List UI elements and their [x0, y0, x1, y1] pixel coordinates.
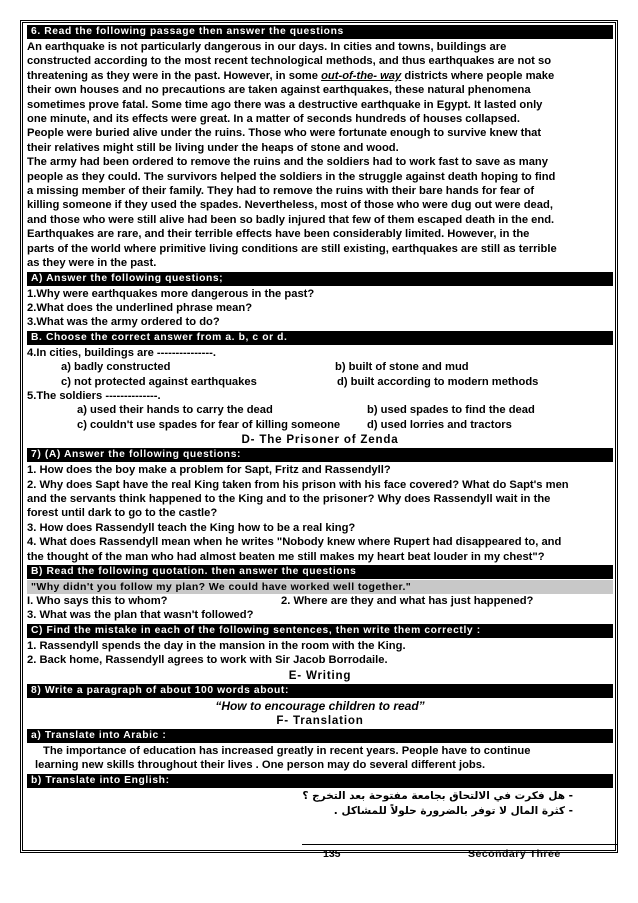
passage-line: Earthquakes are rare, and their terrible effects have been considerably limited. However, in the	[27, 228, 530, 241]
choice-row	[27, 418, 613, 432]
page-footer	[20, 847, 618, 861]
passage-line: their relatives might still be living under the heaps of stone and wood.	[27, 141, 399, 154]
passage-line	[27, 69, 613, 83]
page-number: 135	[323, 848, 341, 860]
passage-line: sometimes prove fatal. Some time ago there was a destructive earthquake in Egypt. It lasted only	[27, 98, 543, 111]
choice: c) couldn't use spades for fear of killing someone	[77, 418, 341, 431]
passage-line: parts of the world where primitive living conditions are still existing, earthquakes are still as terrible	[27, 242, 557, 255]
question: 2. Where are they and what has just happened?	[281, 595, 534, 607]
passage-line: People were buried alive under the ruins. Those who were fortunate enough to survive knew that	[27, 127, 542, 140]
section-f-title: F- Translation	[276, 714, 364, 728]
question: 3. What was the plan that wasn't followed?	[27, 609, 254, 622]
translate-english-header: b) Translate into English:	[27, 774, 613, 788]
question: 2. Why does Sapt have the real King taken from his prison with his face covered? What do Sapt's men	[27, 478, 569, 491]
choice: a) used their hands to carry the dead	[77, 404, 273, 417]
translate-arabic-header: a) Translate into Arabic :	[27, 729, 613, 743]
section-6-header: 6. Read the following passage then answer the questions	[27, 25, 613, 39]
choice: a) badly constructed	[61, 361, 171, 374]
section-e-title: E- Writing	[288, 668, 352, 682]
passage-line: people as they could. The survivors helped the soldiers in the struggle against death hoping to find	[27, 170, 556, 183]
choice-row	[27, 403, 613, 417]
question-row	[27, 594, 613, 608]
footer-label: Secondary Three	[468, 848, 561, 860]
passage-line: and those who were still alive had been so badly injured that few of them escaped death in the end.	[27, 213, 555, 226]
passage-text: threatening as they were in the past. However, in some	[27, 69, 322, 82]
translation-text: The importance of education has increased greatly in recent years. People have to continue	[43, 745, 531, 758]
question: 1.Why were earthquakes more dangerous in the past?	[27, 287, 315, 300]
passage-text: districts where people make	[401, 69, 555, 82]
choice: b) built of stone and mud	[335, 361, 469, 374]
question: 4. What does Rassendyll mean when he writes "Nobody knew where Rupert had disappeared to, and	[27, 536, 562, 549]
question: I. Who says this to whom?	[27, 595, 168, 607]
question: 3. How does Rassendyll teach the King how to be a real king?	[27, 521, 356, 534]
sentence: 2. Back home, Rassendyll agrees to work with Sir Jacob Borrodaile.	[27, 654, 388, 667]
part-8-header: 8) Write a paragraph of about 100 words about:	[27, 684, 613, 698]
passage-line: a missing member of their family. They had to remove the ruins with their bare hands for fear of	[27, 185, 535, 198]
arabic-sentence: - هل فكرت في الالتحاق بجامعة مفتوحة بعد التخرج ؟	[302, 789, 573, 802]
question: 4.In cities, buildings are ---------------.	[27, 346, 216, 359]
passage-line: An earthquake is not particularly dangerous in our days. In cities and towns, buildings are	[27, 41, 507, 53]
part-7-header: 7) (A) Answer the following questions:	[27, 448, 613, 462]
section-d-title: D- The Prisoner of Zenda	[241, 433, 399, 447]
question: the thought of the man who had almost beaten me still makes my heart beat louder in my chest"?	[27, 550, 545, 563]
part-b-quotation-header: B) Read the following quotation. then answer the questions	[27, 565, 613, 579]
passage-line: one minute, and its effects were great. In a matter of seconds hundreds of houses collapsed.	[27, 113, 520, 126]
question: 3.What was the army ordered to do?	[27, 316, 220, 329]
part-c-header: C) Find the mistake in each of the following sentences, then write them correctly :	[27, 624, 613, 638]
translation-text: learning new skills throughout their lives . One person may do several different jobs.	[35, 759, 486, 772]
question: 5.The soldiers --------------.	[27, 389, 161, 402]
question: and the servants think happened to the King and to the prisoner? Why does Rassendyll wait in the	[27, 492, 551, 505]
question: 2.What does the underlined phrase mean?	[27, 301, 253, 314]
footer-divider	[302, 844, 618, 845]
quotation: "Why didn't you follow my plan? We could have worked well together."	[27, 580, 613, 594]
underlined-phrase: out-of-the- way	[321, 69, 402, 82]
writing-topic: “How to encourage children to read”	[215, 698, 425, 713]
page-content	[27, 24, 613, 819]
passage-line: The army had been ordered to remove the ruins and the soldiers had to work fast to save as many	[27, 156, 548, 169]
passage-line: killing someone if they used the spades. Nevertheless, most of those who were dug out were dead,	[27, 199, 553, 212]
choice: c) not protected against earthquakes	[61, 375, 257, 388]
choice-row	[27, 375, 613, 389]
choice-row	[27, 360, 613, 374]
reading-passage	[27, 40, 613, 271]
part-a-header: A) Answer the following questions;	[27, 272, 613, 286]
choice: d) used lorries and tractors	[367, 418, 512, 431]
question: forest until dark to go to the castle?	[27, 507, 218, 520]
passage-line: constructed according to the most recent technological methods, and thus earthquakes are not so	[27, 55, 552, 68]
question: 1. How does the boy make a problem for Sapt, Fritz and Rassendyll?	[27, 464, 391, 477]
sentence: 1. Rassendyll spends the day in the mansion in the room with the King.	[27, 639, 406, 652]
part-b-header: B. Choose the correct answer from a. b, c or d.	[27, 331, 613, 345]
passage-line: as they were in the past.	[27, 257, 157, 270]
passage-line: their own houses and no precautions are taken against earthquakes, these natural phenomena	[27, 84, 531, 97]
choice: d) built according to modern methods	[337, 375, 539, 388]
arabic-sentence: - كثرة المال لا توفر بالضرورة حلولاً للمشاكل .	[333, 804, 573, 817]
choice: b) used spades to find the dead	[367, 404, 535, 417]
